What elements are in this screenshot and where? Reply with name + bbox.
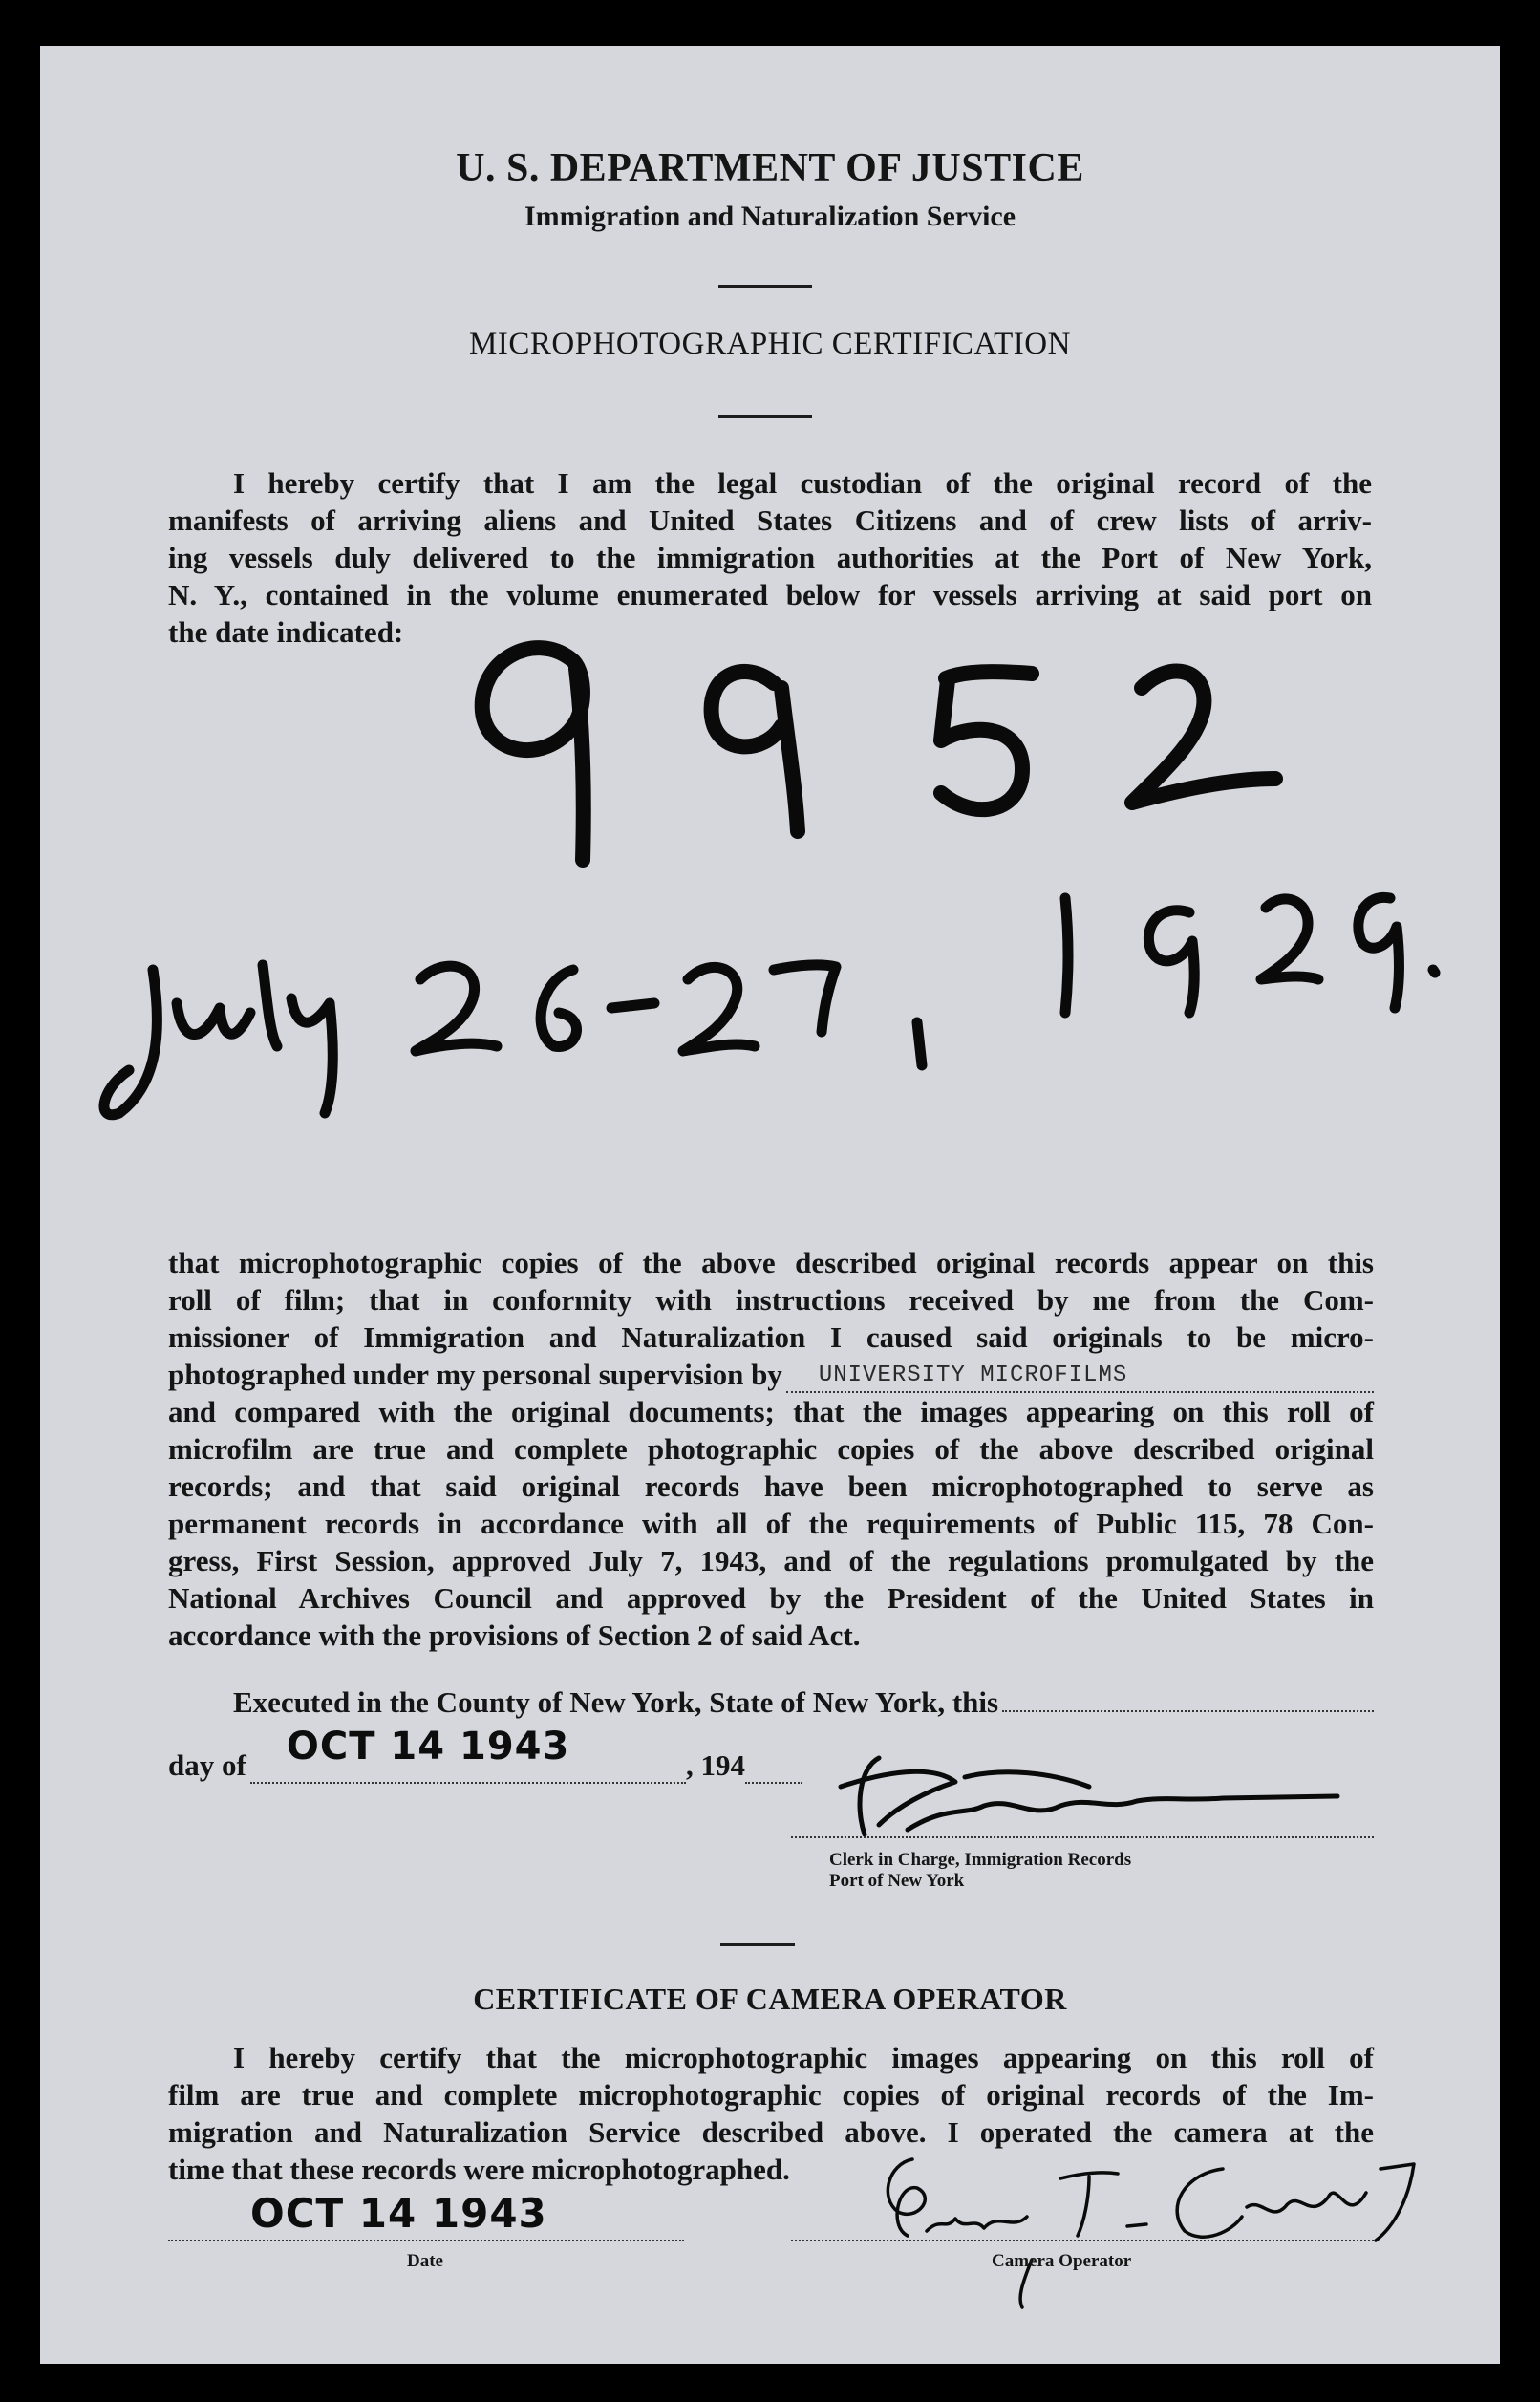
operator-signature [860,2140,1433,2312]
service-subtitle: Immigration and Naturalization Service [524,201,1016,232]
text-line: the date indicated: [168,615,404,649]
date-label: Date [407,2251,443,2271]
year-prefix: , 194 [686,1748,745,1782]
body-paragraph [168,1244,1374,1654]
department-title: U. S. DEPARTMENT OF JUSTICE [456,146,1084,190]
executed-text: Executed in the County of New York, State of New York, this [233,1685,999,1719]
year-field [745,1755,802,1784]
supervision-line [168,1356,1374,1393]
operator-signature-line [791,2240,1374,2241]
text-line: National Archives Council and approved by the President of the United States in [168,1581,1374,1615]
executed-day-field [1002,1684,1374,1712]
text-line: roll of film; that in conformity with instructions received by me from the Com- [168,1283,1374,1317]
text-line: microfilm are true and complete photographic copies of the above described original [168,1432,1374,1466]
text-line: N. Y., contained in the volume enumerated below for vessels arriving at said port on [168,578,1372,611]
text-line: ing vessels duly delivered to the immigration authorities at the Port of New York, [168,541,1372,574]
text-line: missioner of Immigration and Naturalization I caused said originals to be micro- [168,1320,1374,1354]
operator-date-stamp: OCT 14 1943 [250,2190,547,2237]
day-of-label: day of [168,1748,246,1782]
text-line: migration and Naturalization Service described above. I operated the camera at the [168,2115,1374,2149]
text-line: manifests of arriving aliens and United States Citizens and of crew lists of arriv- [168,504,1372,537]
text-line: records; and that said original records have been microphotographed to serve as [168,1469,1374,1503]
text-line: accordance with the provisions of Section 2 of said Act. [168,1619,861,1652]
day-of-line [168,1725,802,1784]
day-of-field [250,1725,686,1784]
supervision-field [786,1362,1374,1393]
text-line: I hereby certify that I am the legal custodian of the original record of the [233,466,1372,500]
date-stamp: OCT 14 1943 [286,1725,570,1769]
text-line: film are true and complete microphotographic copies of original records of the Im- [168,2078,1374,2112]
text-line: and compared with the original documents; that the images appearing on this roll of [168,1395,1374,1428]
operator-label: Camera Operator [992,2251,1132,2271]
text-line: time that these records were microphotographed. [168,2153,790,2186]
executed-line [233,1684,1374,1721]
supervision-label: photographed under my personal supervision by [168,1358,782,1391]
clerk-signature-line [791,1836,1374,1838]
supervision-value: UNIVERSITY MICROFILMS [818,1362,1128,1388]
certification-title: MICROPHOTOGRAPHIC CERTIFICATION [469,327,1071,361]
text-line: gress, First Session, approved July 7, 1943, and of the regulations promulgated by the [168,1544,1374,1577]
date-line [168,2240,684,2241]
handwritten-volume-number [0,0,1540,1147]
clerk-location: Port of New York [829,1871,965,1891]
clerk-title: Clerk in Charge, Immigration Records [829,1850,1132,1870]
operator-certificate-title: CERTIFICATE OF CAMERA OPERATOR [473,1982,1067,2016]
divider [720,1943,795,1946]
text-line: that microphotographic copies of the above described original records appear on this [168,1246,1374,1279]
text-line: I hereby certify that the microphotographic images appearing on this roll of [233,2041,1374,2074]
text-line: permanent records in accordance with all of the requirements of Public 115, 78 Con- [168,1507,1374,1540]
